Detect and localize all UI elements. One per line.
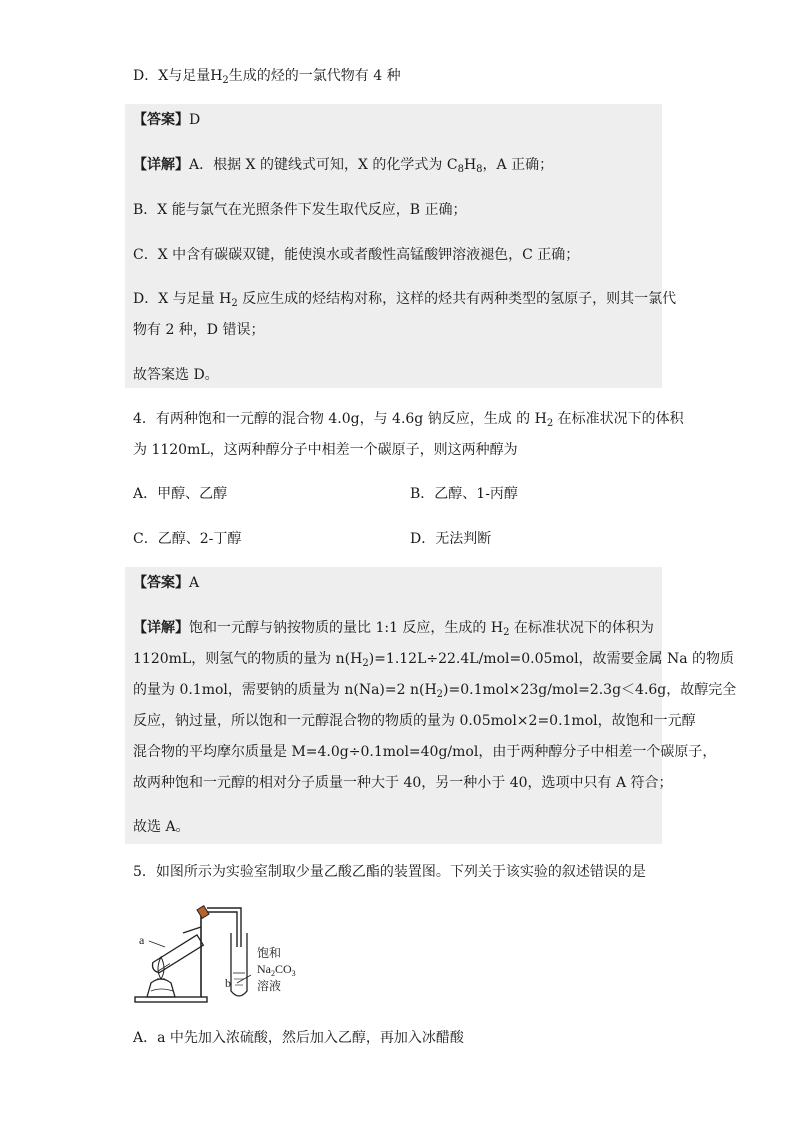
apparatus-figure	[133, 895, 313, 1010]
q3-option-d: D．X与足量$H_2$生成的烃的一氯代物有 4 种	[133, 68, 401, 86]
q4-answer-box	[125, 567, 662, 844]
q4-conclusion: 故选 A。	[133, 819, 190, 835]
q4-option-d: D．无法判断	[410, 531, 492, 547]
q4-detail-4: 反应，钠过量，所以饱和一元醇混合物的物质的量为 0.05mol×2=0.1mol，故饱和一元醇	[133, 713, 696, 729]
q4-stem-2: 为 1120mL，这两种醇分子中相差一个碳原子，则这两种醇为	[133, 442, 518, 458]
label-saturated: 饱和	[257, 946, 282, 960]
q3-answer: 【答案】D	[133, 112, 201, 128]
q4-option-b: B．乙醇、1-丙醇	[410, 486, 518, 502]
label-b: b	[225, 976, 231, 990]
q4-detail-6: 故两种饱和一元醇的相对分子质量一种大于 40，另一种小于 40，选项中只有 A 符合；	[133, 775, 673, 791]
q3-detail-3: C．X 中含有碳碳双键，能使溴水或者酸性高锰酸钾溶液褪色，C 正确；	[133, 247, 580, 263]
q4-stem-1: 4．有两种饱和一元醇的混合物 4.0g，与 4.6g 钠反应，生成 的 $H_2$ 在标准状况下的体积	[133, 411, 684, 429]
alcohol-lamp	[147, 979, 175, 997]
q4-option-a: A．甲醇、乙醇	[133, 486, 228, 502]
label-na2co3: $Na_2CO_3$	[257, 962, 296, 978]
test-tube-b	[231, 933, 247, 996]
q3-detail-1: 【详解】A．根据 X 的键线式可知，X 的化学式为 $C_8H_8$，A 正确；	[133, 157, 554, 175]
label-a: a	[139, 933, 145, 947]
q3-detail-4b: 物有 2 种，D 错误；	[133, 322, 265, 338]
stand-base	[135, 997, 207, 1002]
q4-detail-1: 【详解】饱和一元醇与钠按物质的量比 1:1 反应，生成的 $H_2$ 在标准状况下的体积为	[133, 620, 654, 638]
q4-answer: 【答案】A	[133, 575, 200, 591]
q4-detail-2: 1120mL，则氢气的物质的量为 $n(H_2)=1.12L\div 22.4L/mol=0.05mol$，故需要金属 Na 的物质	[133, 651, 735, 669]
q5-stem: 5．如图所示为实验室制取少量乙酸乙酯的装置图。下列关于该实验的叙述错误的是	[133, 864, 646, 880]
q4-detail-5: 混合物的平均摩尔质量是 M=4.0g÷0.1mol=40g/mol，由于两种醇分子中相差一个碳原子，	[133, 744, 717, 760]
q3-detail-4a: D．X 与足量 $H_2$ 反应生成的烃结构对称，这样的烃共有两种类型的氢原子，则其一氯代	[133, 291, 677, 309]
q4-option-c: C．乙醇、2-丁醇	[133, 531, 242, 547]
label-solution: 溶液	[257, 979, 282, 993]
q5-option-a: A．a 中先加入浓硫酸，然后加入乙醇，再加入冰醋酸	[133, 1030, 464, 1046]
q3-detail-2: B．X 能与氯气在光照条件下发生取代反应，B 正确；	[133, 202, 467, 218]
delivery-tube	[207, 908, 241, 947]
q3-conclusion: 故答案选 D。	[133, 367, 219, 383]
q4-detail-3: 的量为 0.1mol，需要钠的质量为 n(Na)=2 $n(H_2)=0.1mol\times 23g/mol=2.3g<4.6g$，故醇完全	[133, 682, 737, 700]
